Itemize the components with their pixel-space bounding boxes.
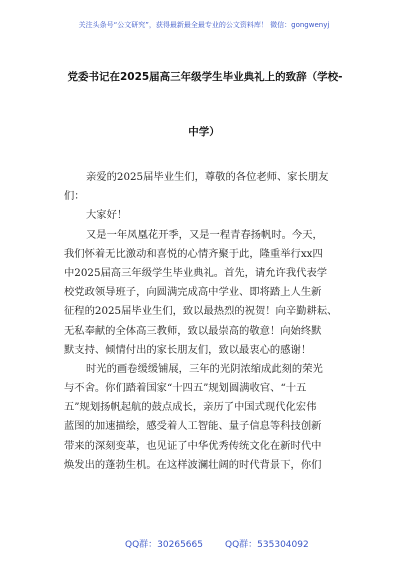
- body-line: 默支持、倾情付出的家长朋友们，致以最衷心的感谢！: [64, 343, 312, 356]
- body-line: 焕发出的蓬勃生机。在这样波澜壮阔的时代背景下，你们: [64, 458, 322, 471]
- header-note: 关注头条号“公文研究”，获得最新最全最专业的公文资料库！ 微信：gongwenyj: [78, 21, 330, 29]
- document-body: [64, 168, 346, 475]
- body-line: 校党政领导班子，向圆满完成高中学业、即将踏上人生新: [64, 286, 322, 299]
- body-line: 大家好！: [86, 209, 128, 222]
- body-line: 时光的画卷缓缓铺展，三年的光阴浓缩成此刻的荣光: [86, 362, 323, 375]
- body-line: 无私奉献的全体高三教师，致以最崇高的敬意！向始终默: [64, 324, 322, 337]
- body-line: 征程的2025届毕业生们，致以最热烈的祝贺！向辛勤耕耘、: [64, 305, 338, 318]
- document-title-line-2: 中学）: [188, 126, 220, 138]
- body-line: 我们怀着无比激动和喜悦的心情齐聚于此，隆重举行xx四: [64, 247, 323, 260]
- footer-qq-group-2: QQ群：535304092: [225, 540, 309, 550]
- footer-qq-group-1: QQ群：30265665: [125, 540, 203, 550]
- document-title-line-1: 党委书记在2025届高三年级学生毕业典礼上的致辞（学校-: [67, 71, 343, 83]
- body-line: 亲爱的2025届毕业生们，尊敬的各位老师、家长朋友: [86, 171, 329, 183]
- body-line: 带来的深刻变革，也见证了中华优秀传统文化在新时代中: [64, 439, 322, 452]
- body-line: 五”规划扬帆起航的鼓点成长，亲历了中国式现代化宏伟: [64, 401, 317, 414]
- body-line: 中2025届高三年级学生毕业典礼。首先，请允许我代表学: [64, 266, 328, 279]
- body-line: 们：: [64, 190, 85, 203]
- body-line: 与不舍。你们踏着国家“十四五”规划圆满收官、“十五: [64, 382, 307, 395]
- body-line: 蓝图的加速描绘，感受着人工智能、量子信息等科技创新: [64, 420, 322, 433]
- body-line: 又是一年凤凰花开季，又是一程青春扬帆时。今天，: [86, 228, 323, 241]
